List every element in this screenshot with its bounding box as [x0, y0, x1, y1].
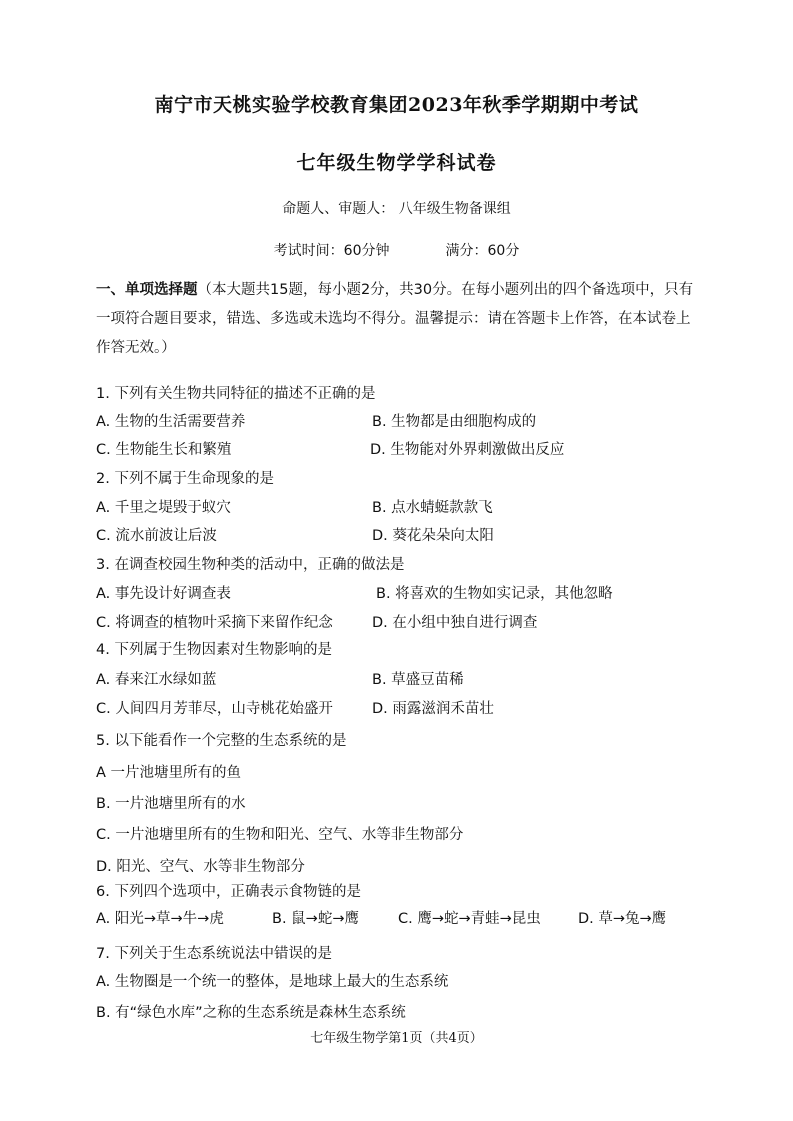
section-description: （本大题共15题，每小题2分，共30分。在每小题列出的四个备选项中，只有一项符合题目要求，错选、多选或未选均不得分。温馨提示：请在答题卡上作答，在本试卷上作答无效。） [96, 282, 694, 356]
section-heading: 一、单项选择题 [96, 282, 198, 298]
question-1-option-c: C. 生物能生长和繁殖 [96, 442, 232, 458]
page-footer: 七年级生物学第1页（共4页） [310, 1031, 483, 1046]
exam-title: 南宁市天桃实验学校教育集团2023年秋季学期期中考试 [154, 94, 639, 116]
question-7-stem: 7. 下列关于生态系统说法中错误的是 [96, 946, 332, 962]
exam-time: 考试时间：60分钟 [273, 243, 390, 259]
exam-info-line [0, 240, 793, 260]
question-7-option-b: B. 有“绿色水库”之称的生态系统是森林生态系统 [96, 1005, 406, 1021]
question-2-option-a: A. 千里之堤毁于蚁穴 [96, 500, 231, 516]
question-3-option-c: C. 将调查的植物叶采摘下来留作纪念 [96, 615, 333, 631]
question-4-option-d: D. 雨露滋润禾苗壮 [372, 701, 494, 717]
question-5-stem: 5. 以下能看作一个完整的生态系统的是 [96, 733, 347, 749]
question-7-option-a: A. 生物圈是一个统一的整体，是地球上最大的生态系统 [96, 974, 449, 990]
question-4-stem: 4. 下列属于生物因素对生物影响的是 [96, 642, 332, 658]
question-2-option-b: B. 点水蜻蜓款款飞 [372, 500, 493, 516]
question-6-option-d: D. 草→兔→鹰 [578, 911, 667, 927]
question-2-option-d: D. 葵花朵朵向太阳 [372, 528, 494, 544]
question-1-option-a: A. 生物的生活需要营养 [96, 414, 246, 430]
question-6-option-c: C. 鹰→蛇→青蛙→昆虫 [398, 911, 541, 927]
question-1-option-b: B. 生物都是由细胞构成的 [372, 414, 537, 430]
question-6-stem: 6. 下列四个选项中，正确表示食物链的是 [96, 884, 361, 900]
exam-subtitle: 七年级生物学学科试卷 [296, 152, 497, 174]
question-4-option-a: A. 春来江水绿如蓝 [96, 672, 217, 688]
question-6-option-b: B. 鼠→蛇→鹰 [272, 911, 359, 927]
question-2-stem: 2. 下列不属于生命现象的是 [96, 471, 274, 487]
question-3-option-a: A. 事先设计好调查表 [96, 586, 231, 602]
question-5-option-d: D. 阳光、空气、水等非生物部分 [96, 859, 305, 875]
question-3-option-b: B. 将喜欢的生物如实记录，其他忽略 [376, 586, 613, 602]
section-instructions [96, 276, 696, 363]
question-3-option-d: D. 在小组中独自进行调查 [372, 615, 538, 631]
question-1-stem: 1. 下列有关生物共同特征的描述不正确的是 [96, 386, 376, 402]
question-4-option-c: C. 人间四月芳菲尽，山寺桃花始盛开 [96, 701, 333, 717]
question-3-stem: 3. 在调查校园生物种类的活动中，正确的做法是 [96, 557, 405, 573]
exam-score: 满分：60分 [445, 243, 520, 259]
question-2-option-c: C. 流水前波让后波 [96, 528, 217, 544]
question-4-option-b: B. 草盛豆苗稀 [372, 672, 464, 688]
question-6-option-a: A. 阳光→草→牛→虎 [96, 911, 224, 927]
question-1-option-d: D. 生物能对外界刺激做出反应 [370, 442, 565, 458]
question-5-option-b: B. 一片池塘里所有的水 [96, 796, 246, 812]
question-5-option-c: C. 一片池塘里所有的生物和阳光、空气、水等非生物部分 [96, 827, 464, 843]
author-line: 命题人、审题人： 八年级生物备课组 [282, 201, 511, 217]
question-5-option-a: A 一片池塘里所有的鱼 [96, 765, 242, 781]
